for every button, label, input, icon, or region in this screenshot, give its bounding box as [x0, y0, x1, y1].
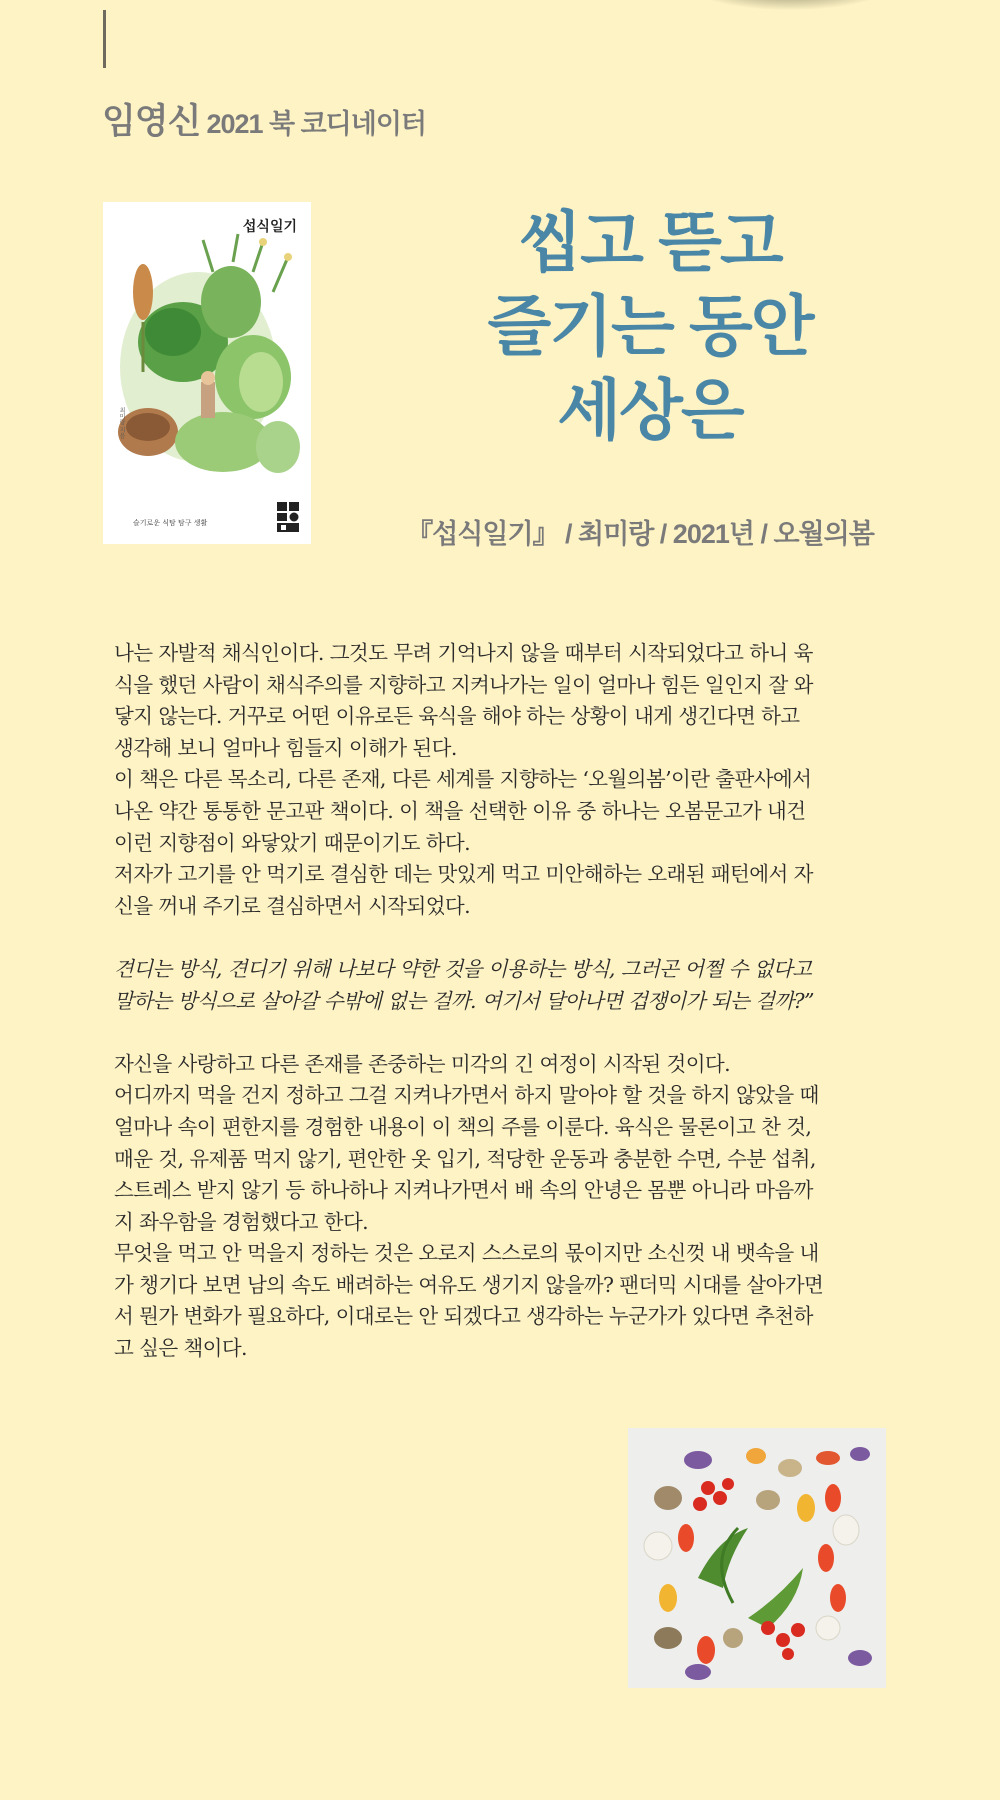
headline-line-1: 씹고 뜯고: [518, 205, 782, 279]
cover-author: 최미랑 지음: [118, 407, 125, 439]
headline: [440, 200, 860, 452]
body-line: 신을 꺼내 주기로 결심하면서 시작되었다.: [114, 893, 471, 918]
body-line: 생각해 보니 얼마나 힘들지 이해가 된다.: [114, 735, 457, 760]
vegetable-circle-photo-icon: [628, 1428, 886, 1688]
book-cover-image: [103, 202, 311, 544]
body-line: 얼마나 속이 편한지를 경험한 내용이 이 책의 주를 이룬다. 육식은 물론이고 찬 것,: [114, 1114, 812, 1139]
body-line: 닿지 않는다. 거꾸로 어떤 이유로든 육식을 해야 하는 상황이 내게 생긴다면 하고: [114, 704, 800, 729]
body-line: 이 책은 다른 목소리, 다른 존재, 다른 세계를 지향하는 ‘오월의봄’이란 출판사에서: [114, 767, 812, 792]
author-name: 임영신: [102, 102, 201, 141]
publisher-logo-icon: [277, 502, 299, 532]
vegetable-illustration-icon: [103, 232, 311, 502]
body-line: 자신을 사랑하고 다른 존재를 존중하는 미각의 긴 여정이 시작된 것이다.: [114, 1051, 731, 1076]
accent-bar: [103, 10, 106, 68]
author-line: [102, 94, 426, 144]
cover-tagline: 슬기로운 식탐 탐구 생활: [133, 519, 208, 527]
top-decor-shadow: [690, 0, 890, 10]
body-line: 무엇을 먹고 안 먹을지 정하는 것은 오로지 스스로의 몫이지만 소신껏 내 뱃속을 내: [114, 1241, 819, 1266]
paragraph-gap: [114, 1017, 890, 1049]
body-line: 이런 지향점이 와닿았기 때문이기도 하다.: [114, 830, 471, 855]
body-line: 서 뭔가 변화가 필요하다, 이대로는 안 되겠다고 생각하는 누군가가 있다면 추천하: [114, 1304, 813, 1329]
body-line: 매운 것, 유제품 먹지 않기, 편안한 옷 입기, 적당한 운동과 충분한 수면, 수분 섭취,: [114, 1146, 816, 1171]
quote-line: 말하는 방식으로 살아갈 수밖에 없는 걸까. 여기서 달아나면 겁쟁이가 되는 걸까?”: [114, 988, 814, 1013]
body-line: 저자가 고기를 안 먹기로 결심한 데는 맛있게 먹고 미안해하는 오래된 패턴에서 자: [114, 862, 813, 887]
food-photo: [628, 1428, 886, 1688]
body-line: 가 챙기다 보면 남의 속도 배려하는 여유도 생기지 않을까? 팬더믹 시대를 살아가면: [114, 1272, 824, 1297]
book-info: 『섭식일기』 / 최미랑 / 2021년 / 오월의봄: [406, 519, 874, 549]
author-role: 2021 북 코디네이터: [206, 109, 426, 139]
body-line: 식을 했던 사람이 채식주의를 지향하고 지켜나가는 일이 얼마나 힘든 일인지 잘 와: [114, 672, 813, 697]
quote-line: 견디는 방식, 견디기 위해 나보다 약한 것을 이용하는 방식, 그러곤 어쩔 수 없다고: [114, 956, 812, 981]
paragraph-gap: [114, 922, 890, 954]
cover-title: 섭식일기: [242, 219, 297, 235]
body-line: 나온 약간 통통한 문고판 책이다. 이 책을 선택한 이유 중 하나는 오봄문고가 내건: [114, 798, 806, 823]
headline-line-3: 세상은: [557, 373, 743, 447]
body-line: 지 좌우함을 경험했다고 한다.: [114, 1209, 369, 1234]
body-line: 어디까지 먹을 건지 정하고 그걸 지켜나가면서 하지 말아야 할 것을 하지 않았을 때: [114, 1083, 819, 1108]
review-body: [114, 638, 890, 1365]
body-line: 고 싶은 책이다.: [114, 1336, 247, 1361]
headline-line-2: 즐기는 동안: [487, 289, 813, 363]
body-line: 나는 자발적 채식인이다. 그것도 무려 기억나지 않을 때부터 시작되었다고 하니 육: [114, 641, 813, 665]
body-line: 스트레스 받지 않기 등 하나하나 지켜나가면서 배 속의 안녕은 몸뿐 아니라 마음까: [114, 1178, 813, 1203]
